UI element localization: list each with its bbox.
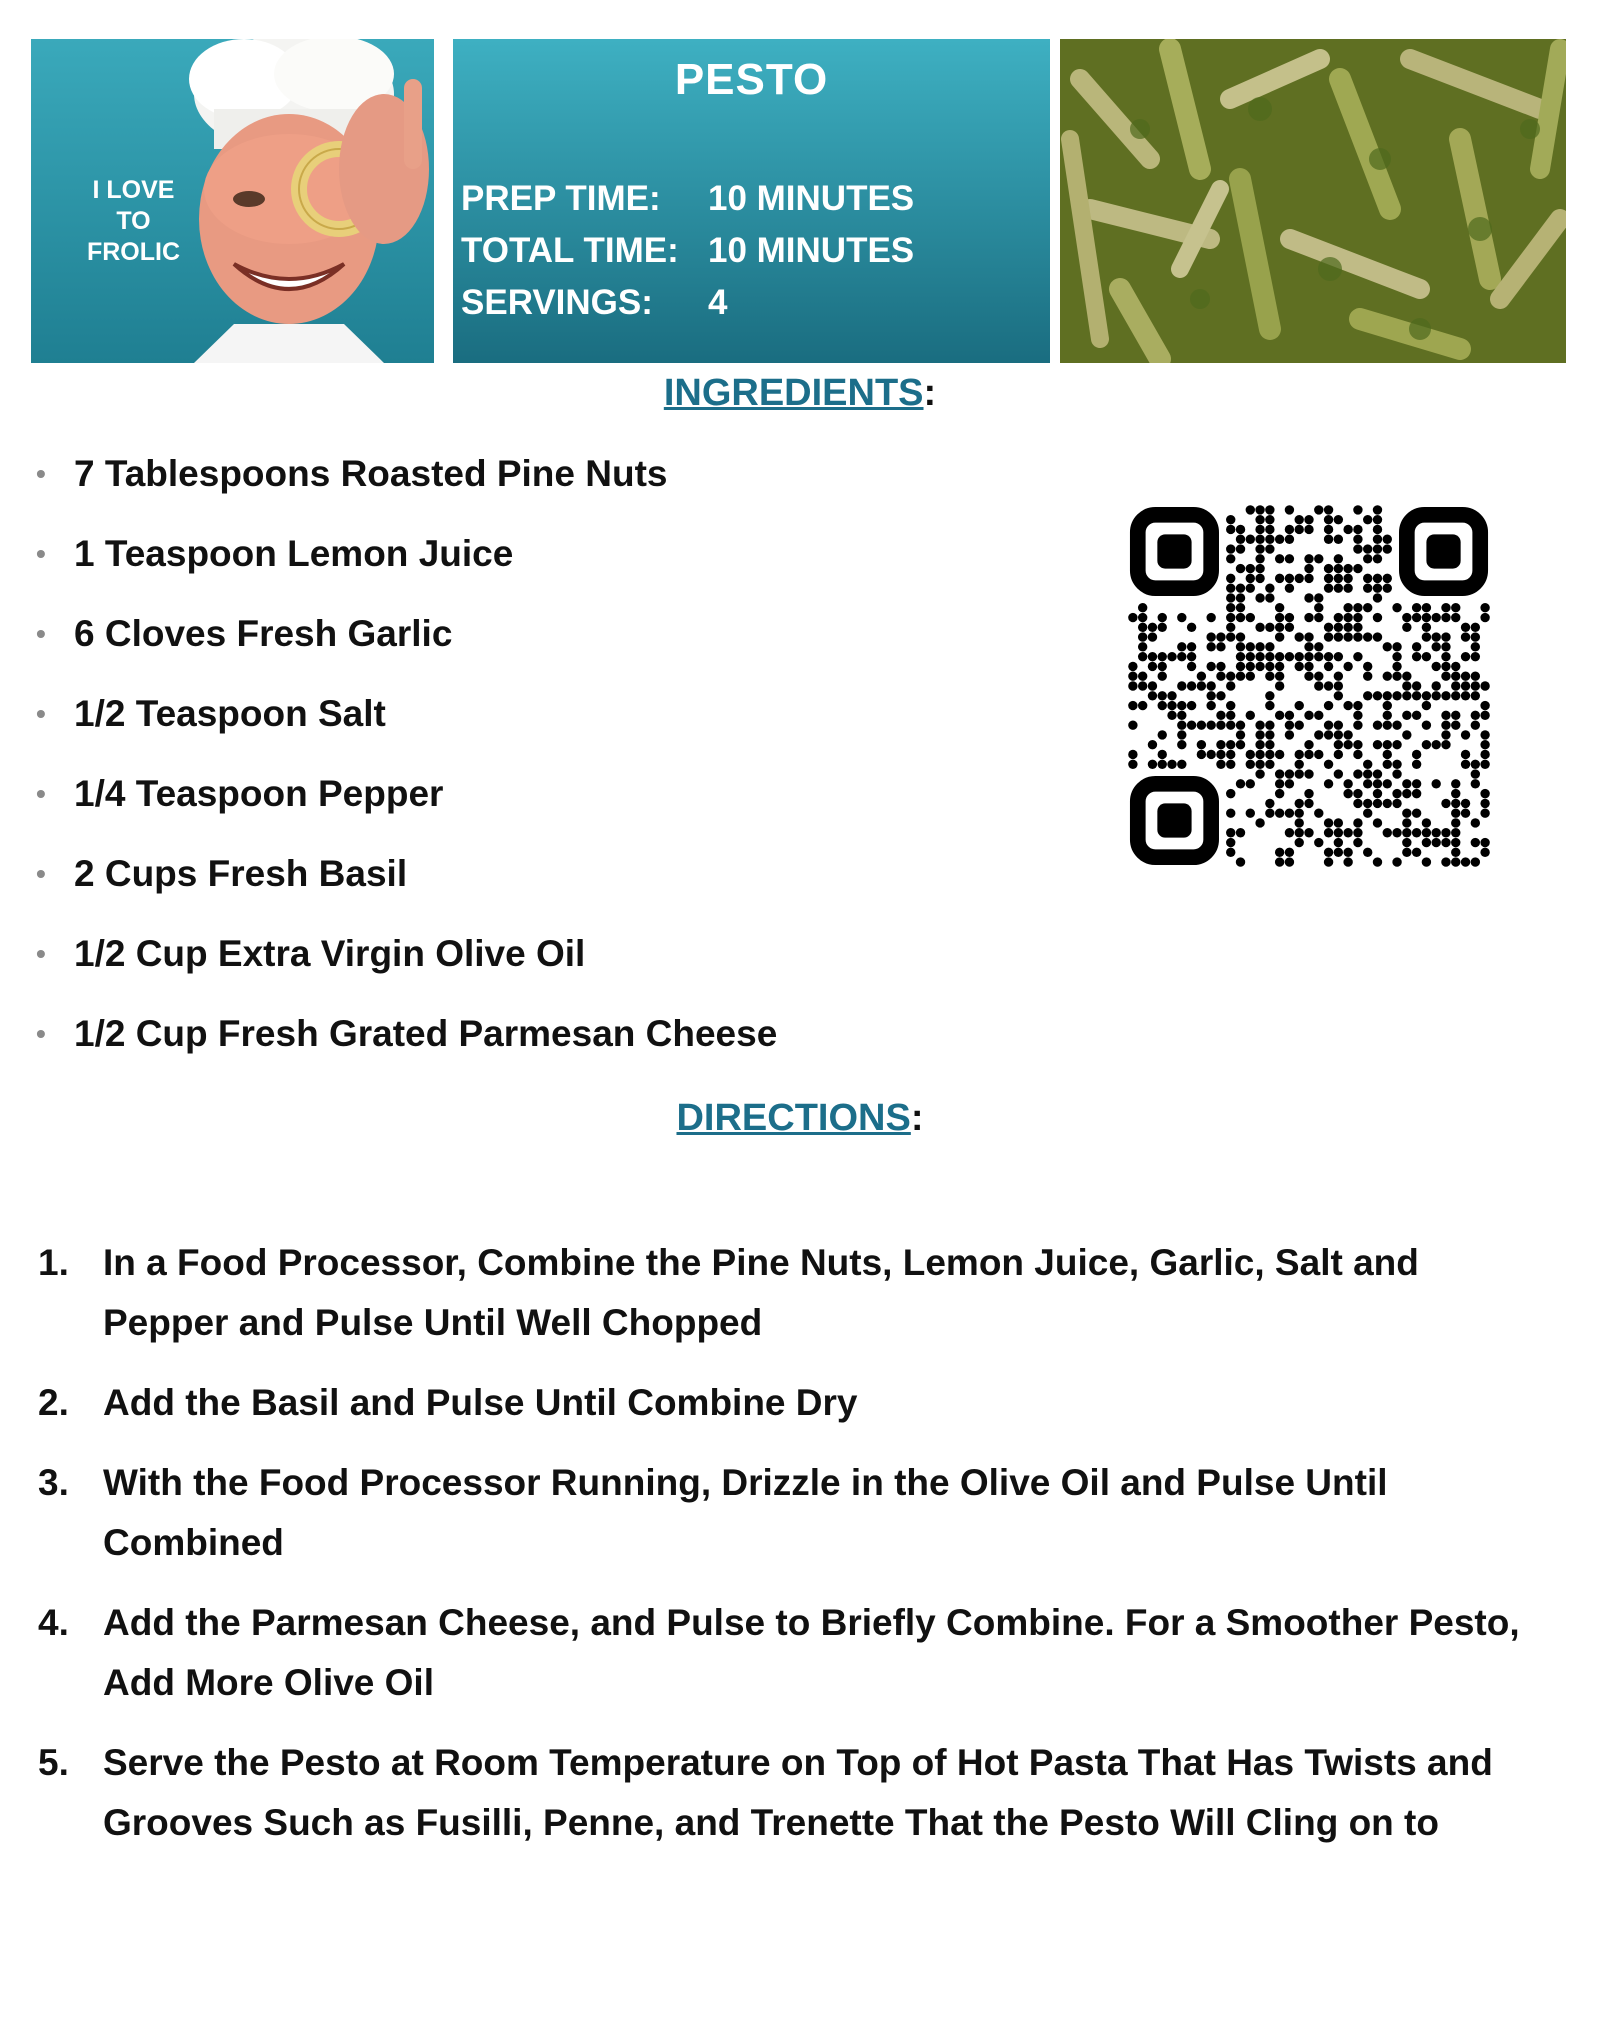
- meta-label: SERVINGS:: [461, 283, 653, 322]
- meta-label: PREP TIME:: [461, 179, 661, 218]
- step-number: 4.: [38, 1602, 69, 1643]
- bullet-icon: •: [36, 538, 46, 569]
- step-text: Serve the Pesto at Room Temperature on Top of Hot Pasta That Has Twists and Grooves Such as Fusilli, Penne, and Trenette That the Pesto Will Cling on to: [103, 1742, 1493, 1843]
- bullet-icon: •: [36, 618, 46, 649]
- bullet-icon: •: [36, 778, 46, 809]
- qr-code[interactable]: [1128, 505, 1490, 867]
- step-number: 2.: [38, 1382, 69, 1423]
- meta-value: 4: [708, 283, 728, 322]
- meta-value: 10 MINUTES: [708, 179, 915, 218]
- servings-row: [461, 283, 914, 335]
- meta-value: 10 MINUTES: [708, 231, 915, 270]
- ingredient-text: 6 Cloves Fresh Garlic: [74, 613, 453, 654]
- step-number: 3.: [38, 1462, 69, 1503]
- recipe-header-panel: [453, 39, 1050, 363]
- chef-portrait-illustration: [174, 39, 434, 363]
- meta-label: TOTAL TIME:: [461, 231, 679, 270]
- ingredient-text: 1/2 Teaspoon Salt: [74, 693, 386, 734]
- recipe-title: PESTO: [674, 55, 829, 104]
- ingredient-text: 7 Tablespoons Roasted Pine Nuts: [74, 453, 668, 494]
- ingredient-text: 2 Cups Fresh Basil: [74, 853, 408, 894]
- ingredient-text: 1/4 Teaspoon Pepper: [74, 773, 444, 814]
- bullet-icon: •: [36, 458, 46, 489]
- step-text: Add the Parmesan Cheese, and Pulse to Briefly Combine. For a Smoother Pesto, Add More Olive Oil: [103, 1602, 1520, 1703]
- pesto-pasta-photo: [1060, 39, 1566, 363]
- step-number: 1.: [38, 1242, 69, 1283]
- tagline-line: FROLIC: [86, 238, 181, 266]
- recipe-meta: [461, 179, 914, 335]
- step-text: In a Food Processor, Combine the Pine Nuts, Lemon Juice, Garlic, Salt and Pepper and Pulse Until Well Chopped: [103, 1242, 1419, 1343]
- directions-heading-link[interactable]: DIRECTIONS: [676, 1097, 911, 1139]
- chef-photo-panel: [31, 39, 434, 363]
- total-time-row: [461, 231, 914, 283]
- bullet-icon: •: [36, 858, 46, 889]
- heading-colon: :: [923, 372, 937, 414]
- bullet-icon: •: [36, 938, 46, 969]
- prep-time-row: [461, 179, 914, 231]
- step-number: 5.: [38, 1742, 69, 1783]
- tagline-line: I LOVE: [92, 176, 175, 204]
- ingredients-heading: [0, 372, 1600, 415]
- ingredient-text: 1 Teaspoon Lemon Juice: [74, 533, 514, 574]
- bullet-icon: •: [36, 698, 46, 729]
- pasta-illustration: [1060, 39, 1566, 363]
- directions-heading: [0, 1097, 1600, 1140]
- tagline-line: TO: [116, 207, 151, 235]
- ingredient-text: 1/2 Cup Fresh Grated Parmesan Cheese: [74, 1013, 778, 1054]
- ingredients-heading-link[interactable]: INGREDIENTS: [663, 372, 924, 414]
- heading-colon: :: [910, 1097, 924, 1139]
- step-text: With the Food Processor Running, Drizzle in the Olive Oil and Pulse Until Combined: [103, 1462, 1388, 1563]
- bullet-icon: •: [36, 1018, 46, 1049]
- step-text: Add the Basil and Pulse Until Combine Dry: [103, 1382, 858, 1423]
- ingredient-text: 1/2 Cup Extra Virgin Olive Oil: [74, 933, 586, 974]
